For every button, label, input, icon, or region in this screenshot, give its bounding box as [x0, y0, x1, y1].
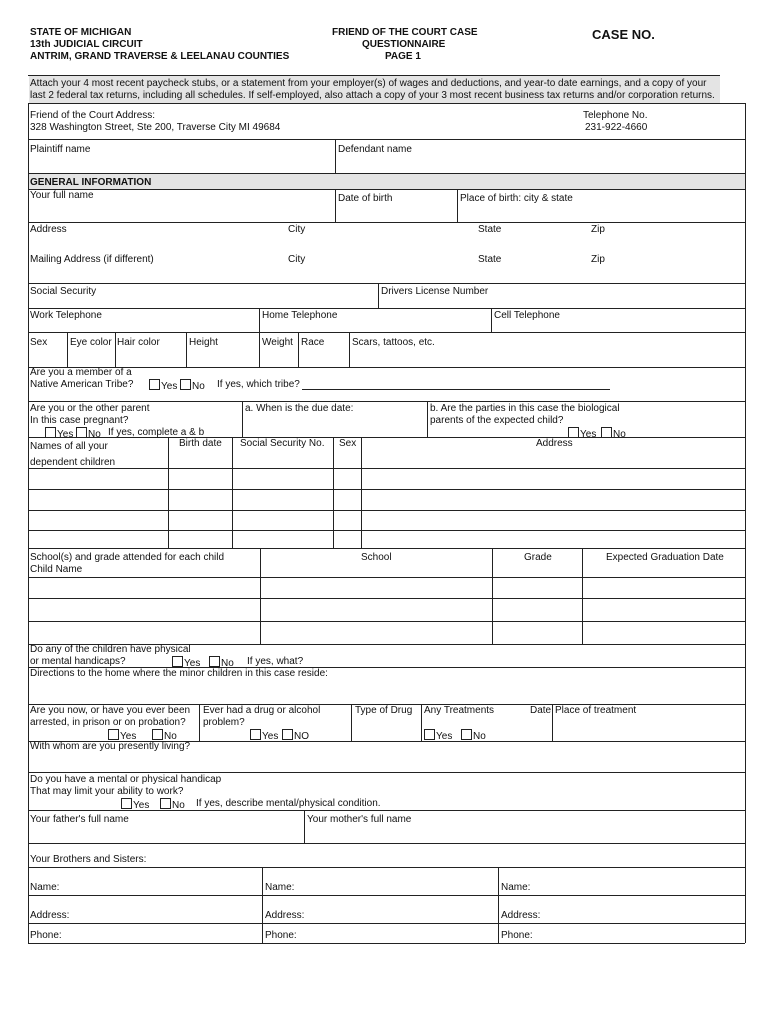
living-with-field[interactable]: With whom are you presently living? [30, 741, 191, 752]
hair-color-field[interactable]: Hair color [117, 337, 160, 348]
treatment-place-field[interactable]: Place of treatment [555, 705, 637, 716]
state-field[interactable]: State [478, 224, 502, 235]
treatments-yes-label: Yes [436, 731, 453, 742]
drug-question-1: Ever had a drug or alcohol [203, 705, 321, 716]
children-names-label-2: dependent children [30, 457, 116, 468]
arrest-no-label: No [164, 731, 177, 742]
treatments-no-label: No [473, 731, 486, 742]
pregnant-complete-note: If yes, complete a & b [108, 427, 205, 438]
tribe-yes-checkbox[interactable] [149, 379, 160, 390]
grade-header: Grade [524, 552, 552, 563]
children-handicap-no-label: No [221, 658, 234, 669]
court-counties: ANTRIM, GRAND TRAVERSE & LEELANAU COUNTIES [30, 51, 290, 62]
self-handicap-yes-label: Yes [133, 800, 150, 811]
biological-yes-label: Yes [580, 429, 597, 440]
arrest-no-checkbox[interactable] [152, 729, 163, 740]
tribe-question-1: Are you a member of a [30, 367, 132, 378]
children-birth-date-header: Birth date [179, 438, 222, 449]
tribe-which-line[interactable] [302, 389, 610, 390]
zip-field[interactable]: Zip [591, 224, 605, 235]
children-handicap-question-2: or mental handicaps? [30, 656, 126, 667]
treatments-no-checkbox[interactable] [461, 729, 472, 740]
sibling-3-phone-field[interactable]: Phone: [501, 930, 533, 941]
eye-color-field[interactable]: Eye color [70, 337, 112, 348]
biological-no-option[interactable] [601, 427, 626, 441]
self-handicap-describe: If yes, describe mental/physical condition. [196, 798, 381, 809]
pregnant-no-option[interactable] [76, 427, 101, 441]
pregnant-yes-option[interactable] [45, 427, 73, 441]
mailing-address-field[interactable]: Mailing Address (if different) [30, 254, 154, 265]
date-of-birth-field[interactable]: Date of birth [338, 193, 393, 204]
defendant-name-field[interactable]: Defendant name [338, 144, 412, 155]
court-state: STATE OF MICHIGAN [30, 27, 132, 38]
scars-tattoos-field[interactable]: Scars, tattoos, etc. [352, 337, 435, 348]
full-name-field[interactable]: Your full name [30, 190, 94, 201]
pregnant-question-2: In this case pregnant? [30, 415, 129, 426]
drug-yes-label: Yes [262, 731, 279, 742]
self-handicap-question-2: That may limit your ability to work? [30, 786, 184, 797]
mother-name-field[interactable]: Your mother's full name [307, 814, 412, 825]
foc-phone: 231-922-4660 [585, 122, 648, 133]
biological-question-2: parents of the expected child? [430, 415, 564, 426]
place-of-birth-field[interactable]: Place of birth: city & state [460, 193, 573, 204]
mailing-state-field[interactable]: State [478, 254, 502, 265]
school-row-1[interactable] [28, 598, 745, 599]
children-address-header: Address [536, 438, 573, 449]
self-handicap-yes-checkbox[interactable] [121, 798, 132, 809]
school-row-2[interactable] [28, 621, 745, 622]
children-handicap-question-1: Do any of the children have physical [30, 644, 191, 655]
work-telephone-field[interactable]: Work Telephone [30, 310, 102, 321]
drivers-license-field[interactable]: Drivers License Number [381, 286, 489, 297]
pregnant-yes-label: Yes [57, 429, 74, 440]
address-field[interactable]: Address [30, 224, 67, 235]
arrest-yes-checkbox[interactable] [108, 729, 119, 740]
pregnant-no-label: No [88, 429, 101, 440]
treatments-field: Any Treatments [424, 705, 495, 716]
drug-no-label: NO [294, 731, 309, 742]
case-number-label: CASE NO. [592, 27, 655, 42]
children-handicap-no-checkbox[interactable] [209, 656, 220, 667]
self-handicap-no-label: No [172, 800, 185, 811]
children-ssn-header: Social Security No. [240, 438, 325, 449]
graduation-header: Expected Graduation Date [606, 552, 724, 563]
sibling-1-name-field[interactable]: Name: [30, 882, 60, 893]
children-handicap-what: If yes, what? [247, 656, 304, 667]
court-circuit: 13th JUDICIAL CIRCUIT [30, 39, 143, 50]
mailing-city-field[interactable]: City [288, 254, 306, 265]
sibling-3-name-field[interactable]: Name: [501, 882, 531, 893]
instructions-line-1: Attach your 4 most recent paycheck stubs, or a statement from your employer(s) of wages and deductions, and year-to date earnings, and a copy of your [30, 78, 707, 89]
sibling-1-phone-field[interactable]: Phone: [30, 930, 62, 941]
drug-no-checkbox[interactable] [282, 729, 293, 740]
siblings-heading: Your Brothers and Sisters: [30, 854, 147, 865]
tribe-yes-option[interactable] [149, 379, 177, 393]
cell-telephone-field[interactable]: Cell Telephone [494, 310, 560, 321]
tribe-no-checkbox[interactable] [180, 379, 191, 390]
height-field[interactable]: Height [189, 337, 218, 348]
sibling-2-name-field[interactable]: Name: [265, 882, 295, 893]
child-row-3[interactable] [28, 510, 745, 511]
foc-phone-label: Telephone No. [583, 110, 648, 121]
form-title: FRIEND OF THE COURT CASE [332, 27, 478, 38]
arrest-yes-label: Yes [120, 731, 137, 742]
school-question: School(s) and grade attended for each child [30, 552, 225, 563]
school-header: School [361, 552, 392, 563]
child-row-4[interactable] [28, 530, 745, 531]
child-row-2[interactable] [28, 489, 745, 490]
home-telephone-field[interactable]: Home Telephone [262, 310, 338, 321]
plaintiff-name-field[interactable]: Plaintiff name [30, 144, 91, 155]
tribe-no-option[interactable] [180, 379, 205, 393]
arrest-question-1: Are you now, or have you ever been [30, 705, 191, 716]
treatment-date-field[interactable]: Date [530, 705, 552, 716]
biological-question-1: b. Are the parties in this case the biological [430, 403, 620, 414]
children-names-label-1: Names of all your [30, 441, 108, 452]
children-sex-header: Sex [339, 438, 357, 449]
sex-field[interactable]: Sex [30, 337, 48, 348]
sibling-2-address-field[interactable]: Address: [265, 910, 305, 921]
arrest-question-2: arrested, in prison or on probation? [30, 717, 186, 728]
father-name-field[interactable]: Your father's full name [30, 814, 129, 825]
foc-address: 328 Washington Street, Ste 200, Traverse City MI 49684 [30, 122, 281, 133]
page-number: PAGE 1 [385, 51, 421, 62]
sibling-1-address-field[interactable]: Address: [30, 910, 70, 921]
instructions-line-2: last 2 federal tax returns, including all schedules. If self-employed, also attach a copy of your 3 most recent business tax returns and/or corporation returns. [30, 90, 715, 101]
biological-no-label: No [613, 429, 626, 440]
treatments-yes-checkbox[interactable] [424, 729, 435, 740]
tribe-yes-label: Yes [161, 381, 178, 392]
social-security-field[interactable]: Social Security [30, 286, 97, 297]
children-handicap-yes-checkbox[interactable] [172, 656, 183, 667]
directions-field[interactable]: Directions to the home where the minor children in this case reside: [30, 668, 328, 679]
race-field[interactable]: Race [301, 337, 325, 348]
due-date-field[interactable]: a. When is the due date: [245, 403, 354, 414]
child-name-header: Child Name [30, 564, 83, 575]
city-field[interactable]: City [288, 224, 306, 235]
mailing-zip-field[interactable]: Zip [591, 254, 605, 265]
general-info-heading: GENERAL INFORMATION [30, 177, 152, 188]
tribe-no-label: No [192, 381, 205, 392]
child-row-1[interactable] [28, 468, 745, 469]
form-subtitle: QUESTIONNAIRE [362, 39, 446, 50]
sibling-2-phone-field[interactable]: Phone: [265, 930, 297, 941]
self-handicap-question-1: Do you have a mental or physical handicap [30, 774, 222, 785]
sibling-3-address-field[interactable]: Address: [501, 910, 541, 921]
drug-question-2: problem? [203, 717, 245, 728]
drug-type-field[interactable]: Type of Drug [355, 705, 413, 716]
weight-field[interactable]: Weight [262, 337, 293, 348]
tribe-which-label: If yes, which tribe? [217, 379, 300, 390]
self-handicap-no-checkbox[interactable] [160, 798, 171, 809]
children-handicap-yes-label: Yes [184, 658, 201, 669]
drug-yes-checkbox[interactable] [250, 729, 261, 740]
pregnant-question-1: Are you or the other parent [30, 403, 150, 414]
foc-address-label: Friend of the Court Address: [30, 110, 156, 121]
tribe-question-2: Native American Tribe? [30, 379, 134, 390]
